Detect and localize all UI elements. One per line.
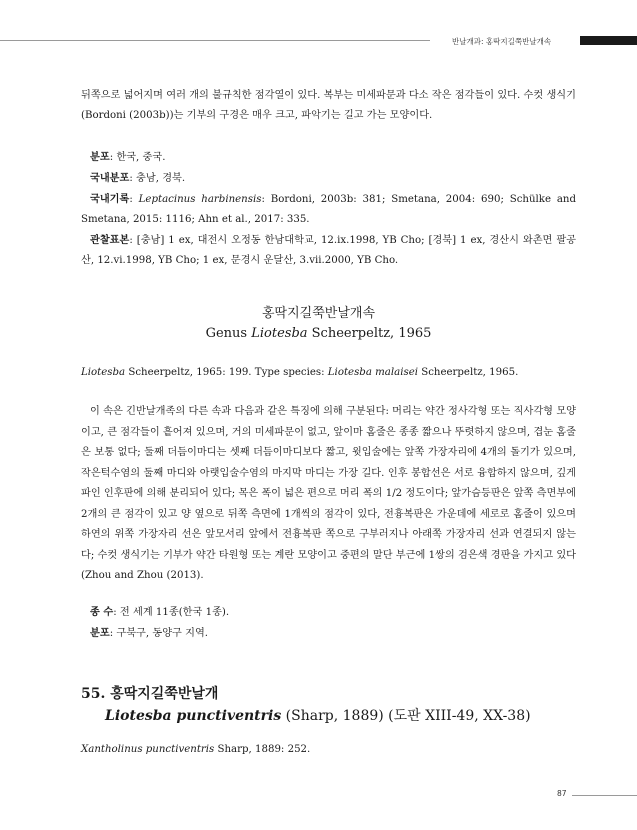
species-count-label: 종 수 xyxy=(90,606,114,618)
genus-description-section xyxy=(81,402,576,587)
genus-distribution-label: 분포 xyxy=(90,627,110,639)
species-count-line xyxy=(81,602,576,623)
korean-records-line: 국내기록: Leptacinus harbinensis: Bordoni, 2003b: 381; Smetana, 2004: 690; Schülke and Smetana, 2015: 1116; Ahn et al., 2017: 335. xyxy=(81,193,576,225)
korean-records-label: 국내기록 xyxy=(90,193,130,205)
page-number: 87 xyxy=(557,789,567,798)
running-title: 반날개과: 홍딱지길쭉반날개속 xyxy=(452,37,552,46)
distribution-line xyxy=(81,147,576,168)
genus-distribution-line xyxy=(81,623,576,644)
genus-summary xyxy=(81,602,576,644)
specimens-value: : [충남] 1 ex, 대전시 오정동 한남대학교, 12.ix.1998, YB Cho; [경북] 1 ex, 경산시 와촌면 팔공산, 12.vi.1998, YB Cho; 1 ex, 문경시 운달산, 3.vii.2000, YB Cho. xyxy=(81,235,576,266)
species-korean-name: 홍딱지길쭉반날개 xyxy=(110,686,219,702)
previous-species-info xyxy=(81,147,576,271)
genus-description: 이 속은 긴반날개족의 다른 속과 다음과 같은 특징에 의해 구분된다: 머리는 약간 정사각형 또는 직사각형 모양이고, 큰 점각들이 흩어져 있으며, 거의 미세파문이 없고, 앞이마 홈줄은 종종 짧으나 뚜렷하지 않으며, 겹눈 홈줄은 보통 없다; 둘째 더듬이마디는 셋째 더듬이마디보다 짧고, 윗입술에는 앞쪽 가장자리에 4개의 돌기가 있으며, 작은턱수염의 둘째 마디와 아랫입술수염의 마지막 마디는 가장 길다. 인후 봉합선은 서로 융합하지 않으며, 깊게 파인 인후판에 의해 분리되어 있다; 목은 폭이 넓은 편으로 머리 폭의 1/2 정도이다; 앞가슴등판은 앞쪽 측면부에 2개의 큰 점각이 있고 양 옆으로 뒤쪽 측면에 1개씩의 점각이 있다, 전흉복판은 가운데에 세로로 홈줄이 있으며 하연의 위쪽 가장자리 선은 앞모서리 앞에서 전흉복판 쪽으로 구부러지나 아래쪽 가장자리 선과 연결되지 않는다; 수컷 생식기는 기부가 약간 타원형 또는 계란 모양이고 중편의 말단 부근에 1쌍의 검은색 경판을 가지고 있다(Zhou and Zhou (2013). xyxy=(81,406,576,581)
synonym-line: Xantholinus punctiventris Sharp, 1889: 252. xyxy=(81,744,311,755)
genus-reference-section xyxy=(81,363,576,383)
species-heading xyxy=(81,683,218,703)
specimens-label: 관찰표본 xyxy=(90,234,130,246)
genus-reference: Liotesba Scheerpeltz, 1965: 199. Type species: Liotesba malaisei Scheerpeltz, 1965. xyxy=(81,367,519,378)
header-rule xyxy=(0,40,430,41)
distribution-value: : 한국, 중국. xyxy=(109,152,166,163)
korean-distribution-line xyxy=(81,168,576,189)
genus-distribution-value: : 구북구, 동양구 지역. xyxy=(109,628,209,639)
specimens-line xyxy=(81,230,576,271)
korean-distribution-value: : 충남, 경북. xyxy=(129,173,186,184)
footer-rule xyxy=(572,795,637,796)
genus-title-latin: Genus Liotesba Scheerpeltz, 1965 xyxy=(205,326,432,341)
species-count-value: : 전 세계 11종(한국 1종). xyxy=(113,607,230,618)
header-block xyxy=(580,36,637,45)
korean-records-value: : Bordoni, 2003b: 381; Smetana, 2004: 690; Schülke and Smetana, 2015: 1116; Ahn et al., 2017: 335. xyxy=(81,194,576,225)
synonym-section xyxy=(81,740,576,760)
distribution-label: 분포 xyxy=(90,151,110,163)
intro-paragraph: 뒤쪽으로 넓어지며 여러 개의 불규칙한 점각열이 있다. 복부는 미세파문과 다소 작은 점각들이 있다. 수컷 생식기(Bordoni (2003b))는 기부의 구경은 매우 크고, 파악기는 길고 가는 모양이다. xyxy=(81,90,576,121)
intro-section xyxy=(81,86,576,126)
species-number: 55. xyxy=(81,686,106,702)
korean-distribution-label: 국내분포 xyxy=(90,172,130,184)
record-taxon-name: Leptacinus harbinensis xyxy=(138,194,262,205)
genus-title-korean: 홍딱지길쭉반날개속 xyxy=(261,306,376,321)
species-scientific-name: Liotesba punctiventris (Sharp, 1889) (도판 XIII-49, XX-38) xyxy=(105,708,531,724)
